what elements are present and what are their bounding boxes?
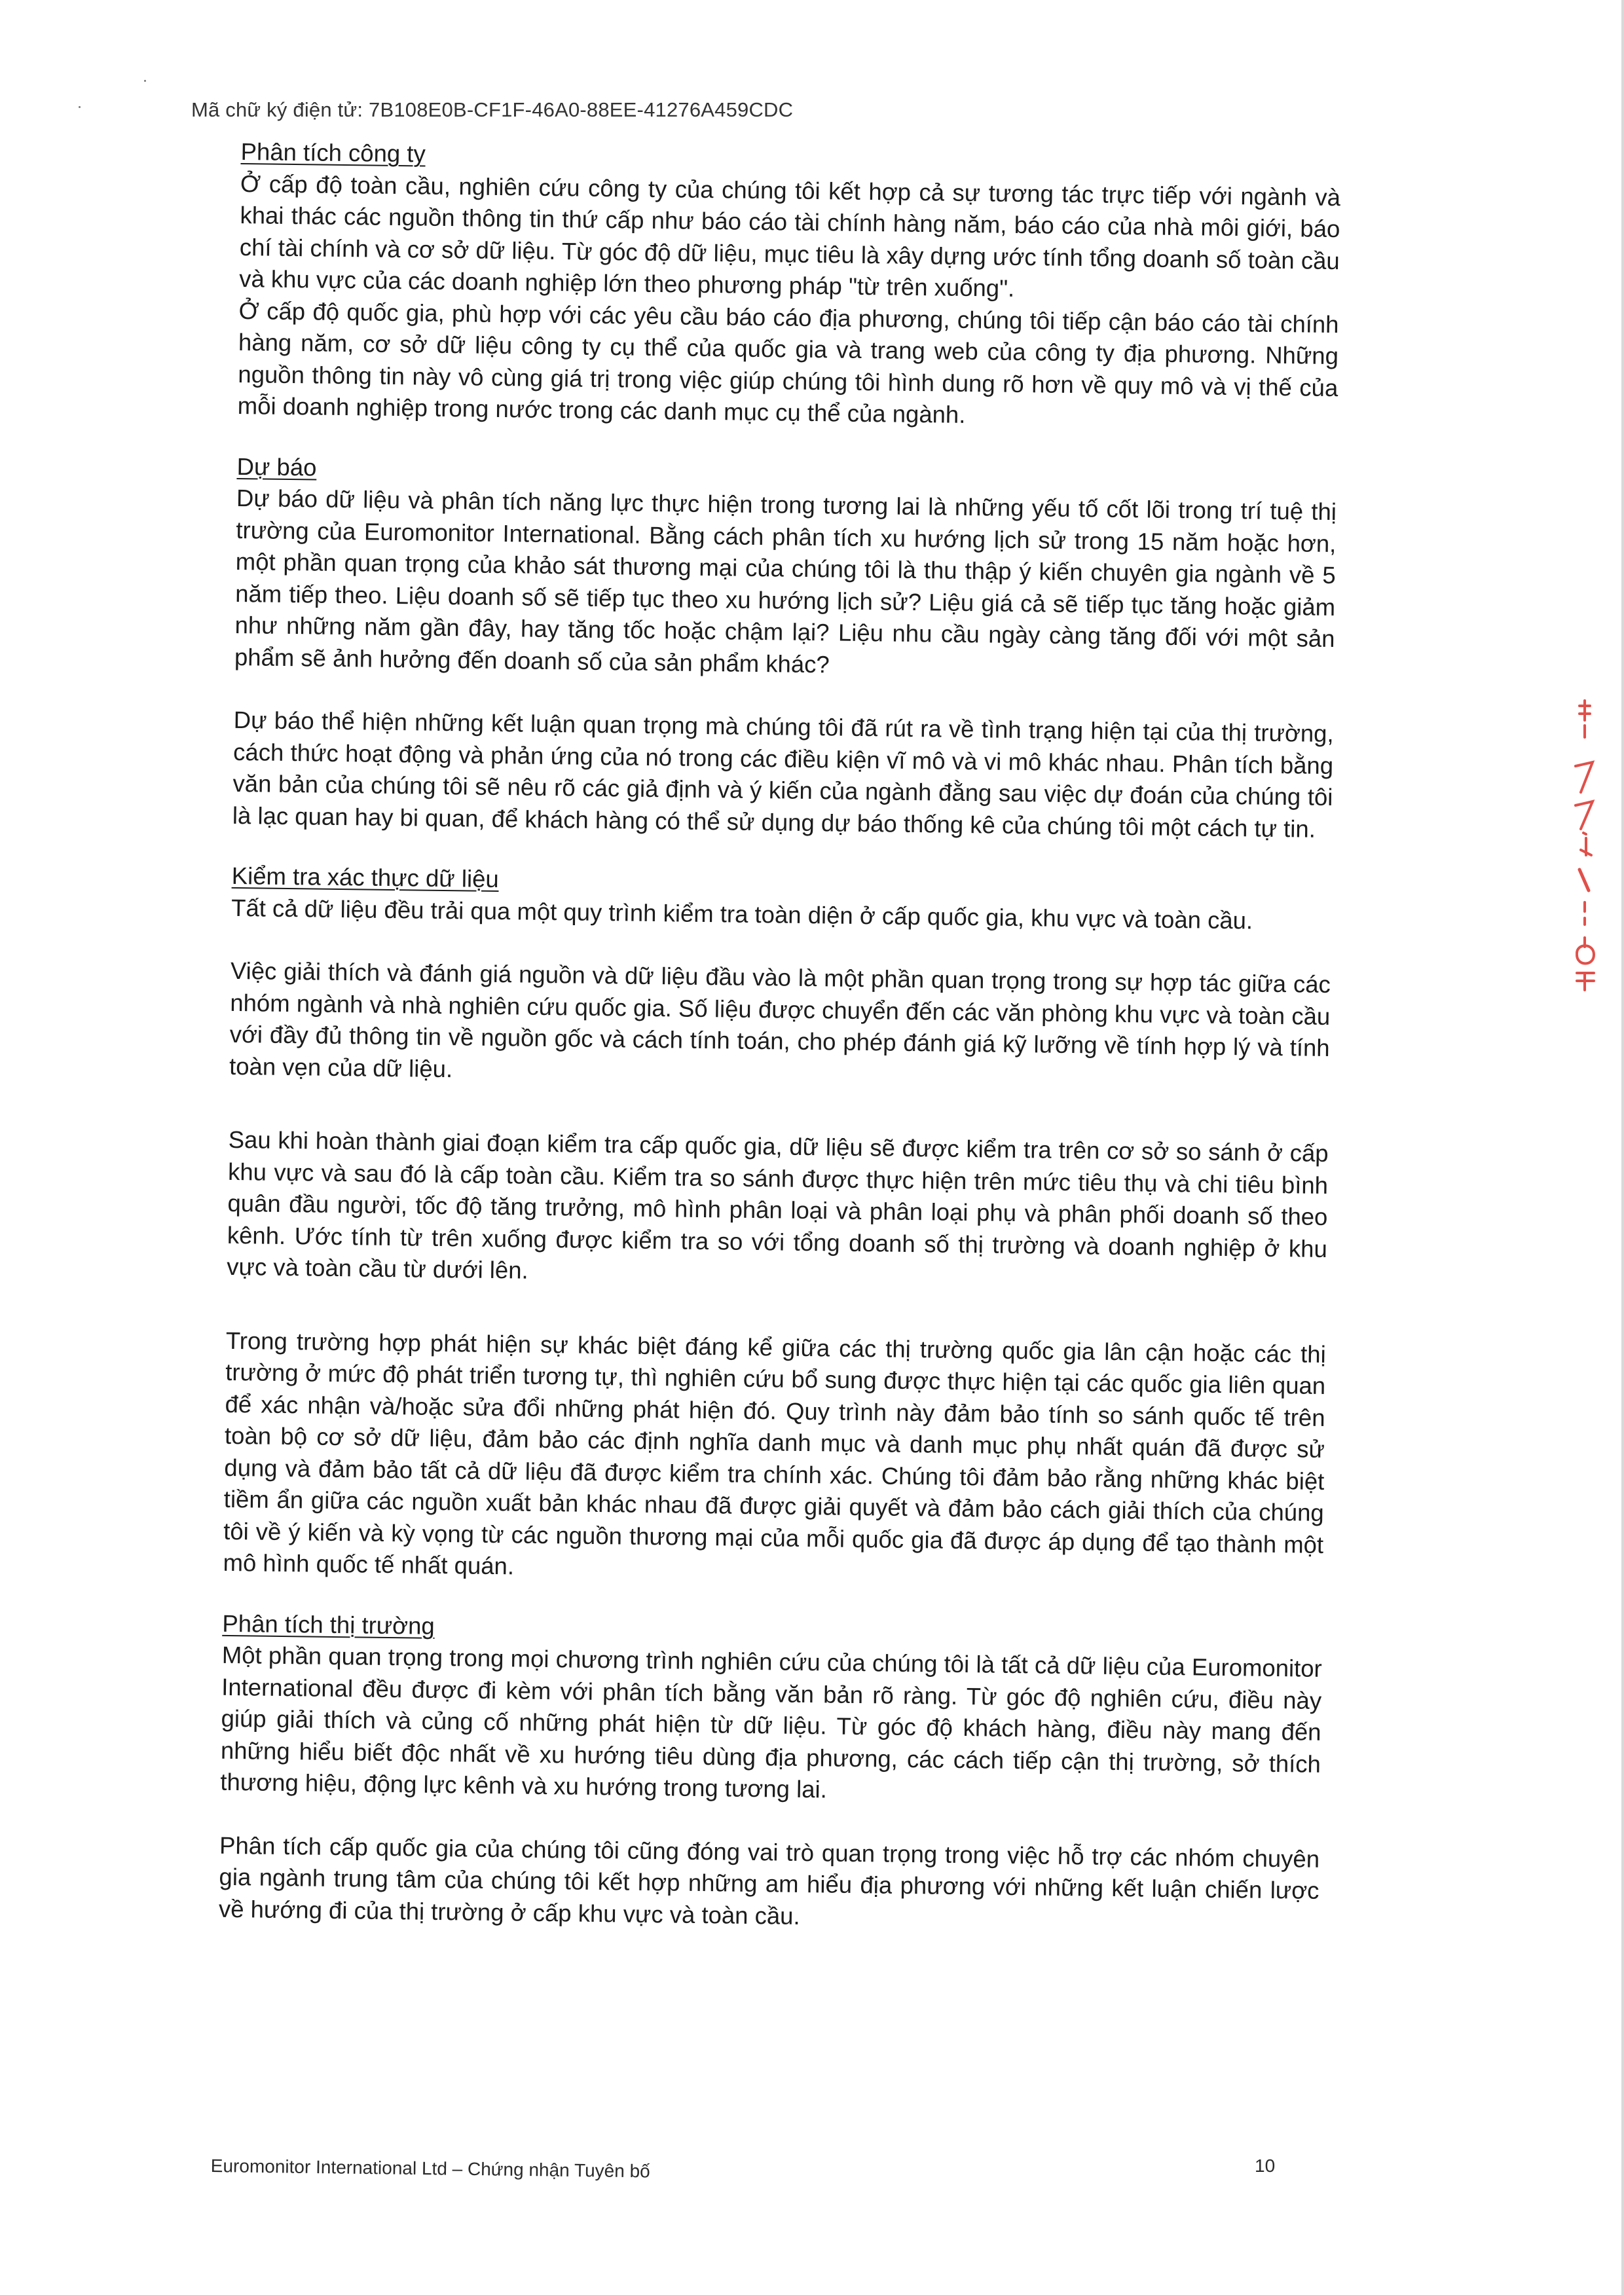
section-heading: Kiểm tra xác thực dữ liệu: [231, 862, 499, 893]
paragraph: Trong trường hợp phát hiện sự khác biệt đáng kể giữa các thị trường quốc gia lân cận hoặc các thị trường ở mức độ phát triển tương tự, thì nghiên cứu bổ sung được thực hiện tại các quốc gia liên quan để xác nhận và/hoặc sửa đổi những phát hiện đó. Quy trình này đảm bảo tính so sánh quốc tế trên toàn bộ cơ sở dữ liệu, đảm bảo các định nghĩa danh mục và danh mục phụ nhất quán đã được sử dụng và đảm bảo tất cả dữ liệu đã được kiểm tra chính xác. Chúng tôi đảm bảo rằng những khác biệt tiềm ẩn giữa các nguồn xuất bản khác nhau đã được giải quyết và đảm bảo cách giải thích của chúng tôi về ý kiến và kỳ vọng từ các nguồn thương mại của mỗi quốc gia đã được áp dụng để tạo thành một mô hình quốc tế nhất quán.: [223, 1327, 1327, 1580]
stamp-stroke: [1577, 973, 1594, 990]
stamp-stroke: [1576, 801, 1593, 829]
section-market-analysis: [219, 1607, 1323, 1939]
section-forecast: [232, 450, 1337, 845]
paragraph: Ở cấp độ quốc gia, phù hợp với các yêu cầu báo cáo địa phương, chúng tôi tiếp cận báo cáo tài chính hàng năm, cơ sở dữ liệu công ty cụ thể của quốc gia và trang web của công ty địa phương. Những nguồn thông tin này vô cùng giá trị trong việc giúp chúng tôi hình dung rõ hơn về quy mô và vị thế của mỗi doanh nghiệp trong nước trong các danh mục cụ thể của ngành.: [237, 297, 1339, 428]
stamp-stroke: [1579, 701, 1590, 720]
paragraph: Tất cả dữ liệu đều trải qua một quy trình kiểm tra toàn diện ở cấp quốc gia, khu vực và toàn cầu.: [231, 894, 1253, 934]
page-stamp-mark: [1556, 694, 1615, 1002]
section-heading: Phân tích công ty: [240, 138, 426, 168]
paragraph: Một phần quan trọng trong mọi chương trình nghiên cứu của chúng tôi là tất cả dữ liệu của Euromonitor International đều được đi kèm với phân tích bằng văn bản rõ ràng. Từ góc độ nghiên cứu, điều này giúp giải thích và củng cố những phát hiện từ dữ liệu. Từ góc độ khách hàng, điều này mang đến những hiểu biết độc nhất về xu hướng tiêu dùng địa phương, các cách tiếp cận thị trường, sở thích thương hiệu, động lực kênh và xu hướng trong tương lai.: [220, 1641, 1322, 1803]
stamp-stroke: [1579, 870, 1589, 890]
scan-speck: [79, 106, 81, 108]
footer-page-number: 10: [1255, 2156, 1276, 2176]
stamp-stroke: [1581, 833, 1591, 855]
paragraph: Sau khi hoàn thành giai đoạn kiểm tra cấp quốc gia, dữ liệu sẽ được kiểm tra trên cơ sở so sánh ở cấp khu vực và sau đó là cấp toàn cầu. Kiểm tra so sánh được thực hiện trên mức tiêu thụ và chi tiêu bình quân đầu người, tốc độ tăng trưởng, mô hình phân loại và phân loại phụ và phân phối doanh số theo kênh. Ước tính từ trên xuống được kiểm tra so với tổng doanh số thị trường và doanh nghiệp ở khu vực và toàn cầu từ dưới lên.: [227, 1126, 1329, 1284]
paragraph: Dự báo dữ liệu và phân tích năng lực thực hiện trong tương lai là những yếu tố cốt lõi trong trí tuệ thị trường của Euromonitor International. Bằng cách phân tích xu hướng lịch sử trong 15 năm hoặc hơn, một phần quan trọng của khảo sát thương mại của chúng tôi là thu thập ý kiến chuyên gia ngành về 5 năm tiếp theo. Liệu doanh số sẽ tiếp tục theo xu hướng lịch sử? Liệu giá cả sẽ tiếp tục tăng hoặc giảm như những năm gần đây, hay tăng tốc hoặc chậm lại? Liệu nhu cầu ngày càng tăng đối với một sản phẩm sẽ ảnh hưởng đến doanh số của sản phẩm khác?: [234, 484, 1337, 678]
footer-company-name: Euromonitor International Ltd – Chứng nhận Tuyên bố: [210, 2156, 650, 2182]
section-heading: Phân tích thị trường: [222, 1609, 435, 1640]
section-heading: Dự báo: [236, 452, 317, 481]
stamp-stroke: [1576, 762, 1593, 792]
section-company-analysis: [238, 136, 1341, 436]
electronic-signature-code: Mã chữ ký điện tử: 7B108E0B-CF1F-46A0-88EE-41276A459CDC: [191, 98, 794, 121]
section-data-validation: [223, 860, 1332, 1593]
stamp-stroke: [1577, 946, 1594, 963]
paragraph: Ở cấp độ toàn cầu, nghiên cứu công ty của chúng tôi kết hợp cả sự tương tác trực tiếp với ngành và khai thác các nguồn thông tin thứ cấp như báo cáo tài chính hàng năm, báo cáo của nhà môi giới, báo chí tài chính và cơ sở dữ liệu. Từ góc độ dữ liệu, mục tiêu là xây dựng ước tính tổng doanh số toàn cầu và khu vực của các doanh nghiệp lớn theo phương pháp "từ trên xuống".: [239, 170, 1341, 302]
page-edge: [1621, 0, 1624, 2295]
paragraph: Dự báo thể hiện những kết luận quan trọng mà chúng tôi đã rút ra về tình trạng hiện tại của thị trường, cách thức hoạt động và phản ứng của nó trong các điều kiện vĩ mô và vi mô khác nhau. Phân tích bằng văn bản của chúng tôi sẽ nêu rõ các giả định và ý kiến của ngành đằng sau việc dự đoán của chúng tôi là lạc quan hay bi quan, để khách hàng có thể sử dụng dự báo thống kê của chúng tôi một cách tự tin.: [232, 706, 1334, 843]
paragraph: Việc giải thích và đánh giá nguồn và dữ liệu đầu vào là một phần quan trọng trong sự hợp tác giữa các nhóm ngành và nhà nghiên cứu quốc gia. Số liệu được chuyển đến các văn phòng khu vực và toàn cầu với đầy đủ thông tin về nguồn gốc và cách tính toán, cho phép đánh giá kỹ lưỡng về tính hợp lý và tính toàn vẹn của dữ liệu.: [229, 957, 1331, 1082]
scan-speck: [144, 80, 146, 82]
paragraph: Phân tích cấp quốc gia của chúng tôi cũng đóng vai trò quan trọng trong việc hỗ trợ các nhóm chuyên gia ngành trung tâm của chúng tôi kết hợp những am hiểu địa phương với những kết luận chiến lược về hướng đi của thị trường ở cấp khu vực và toàn cầu.: [218, 1831, 1320, 1930]
document-body: [219, 136, 1341, 1939]
